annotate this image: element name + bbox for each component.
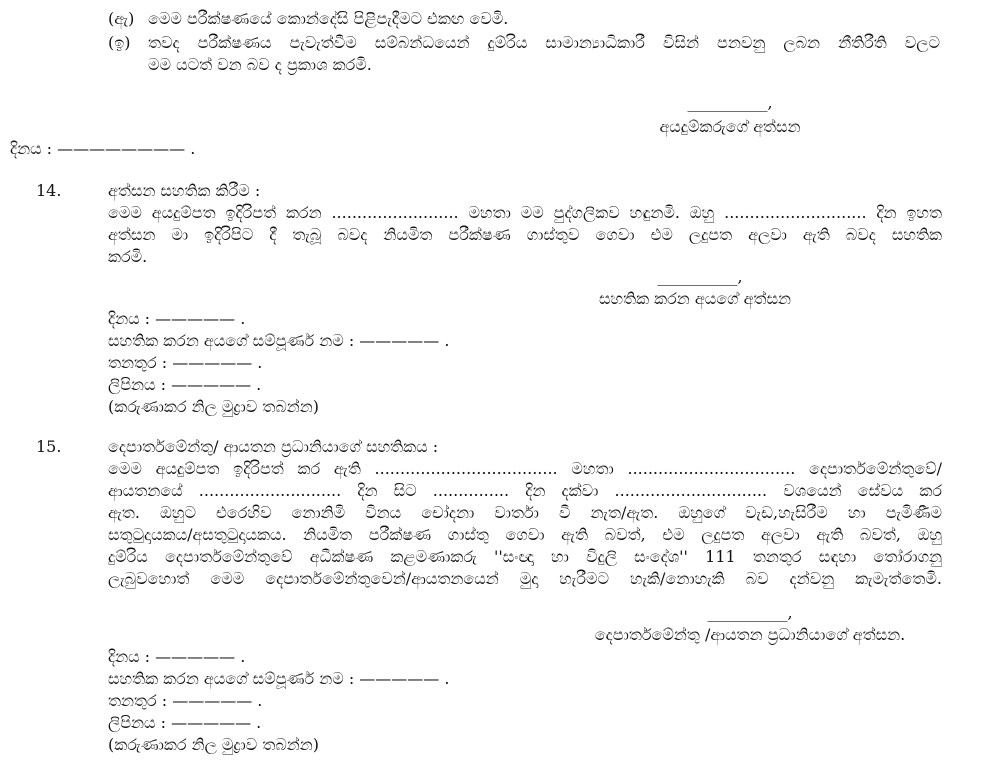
section-14-line1: මෙම අයදුම්පත ඉදිරිපත් කරන ......................... මහතා මම පුද්ගලිකව හඳුනමි. ඔහු ............................ දින ඉහත [108, 203, 942, 222]
section-14-signature-label: සහතික කරන අයගේ අත්සන [598, 289, 792, 308]
section-15-heading: දෙපාර්තමේන්තු/ ආයතන ප්‍රධානියාගේ සහතිකය : [108, 437, 439, 456]
section-14-line3: කරමි. [108, 247, 148, 266]
section-14-heading: අත්සන සහතික කිරීම : [108, 181, 261, 200]
applicant-date-field: දිනය : ———————— . [10, 139, 196, 158]
section-15-full-name-field: සහතික කරන අයගේ සම්පූර්ණ නම : ————— . [108, 669, 450, 688]
item-i-line2: මම යටත් වන බව ද ප්‍රකාශ කරමි. [148, 55, 372, 74]
section-14-position-field: තනතුර : ————— . [108, 353, 263, 372]
section-15-line5: දුම්රිය දෙපාර්තමේන්තුවේ අධීක්ෂණ කළමණාකරු ''සංඥා හා විදුලි සංදේශ'' 111 තනතුර සඳහා තෝරාගනු [108, 547, 942, 566]
section-14-address-field: ලිපිනය : ————— . [108, 375, 262, 394]
item-i-marker: (ඉ) [108, 33, 131, 52]
section-15-line3: ඇත. ඔහුට එරෙහිව නොනිමි විනය චෝදනා වාර්තා වී නැත/ඇත. ඔහුගේ වැඩ,හැසිරීම හා පැමිණීම [108, 503, 942, 522]
section-14-number: 14. [36, 181, 62, 200]
item-a-text: මෙම පරීක්ෂණයේ කොන්දේසි පිළිපැදීමට එකඟ වෙමි. [148, 9, 509, 28]
section-14-signature-line: __________, [657, 267, 743, 286]
section-15-signature-label: දෙපාර්තමේන්තු /ආයතන ප්‍රධානියාගේ අත්සන. [594, 625, 906, 644]
section-14-full-name-field: සහතික කරන අයගේ සම්පූර්ණ නම : ————— . [108, 331, 450, 350]
item-i-line1: තවද පරීක්ෂණය පැවැත්වීම සම්බන්ධයෙන් දුම්රිය සාමාන්‍යාධිකාරී විසින් පනවනු ලබන නීතිරීති වලට [148, 33, 940, 52]
section-15-line1: මෙම අයදුම්පත ඉදිරිපත් කර ඇති .................................... මහතා ................................. දෙපාර්තමේන්තුවේ/ [108, 459, 942, 478]
section-14-line2: අත්සන මා ඉදිරිපිට දී තැබූ බවද නියමිත පරීක්ෂණ ගාස්තුව ගෙවා එම ලදුපත අලවා ඇති බවද සහතික [108, 225, 942, 244]
section-15-line2: ආයතනයේ ............................ දින සිට ............... දින දක්වා .............................. වශයෙන් සේවය කර [108, 481, 942, 500]
section-14-seal-note: (කරුණාකර නිල මුද්‍රාව තබන්න) [108, 397, 319, 416]
applicant-signature-line: __________, [687, 93, 773, 112]
section-15-address-field: ලිපිනය : ————— . [108, 713, 262, 732]
section-15-position-field: තනතුර : ————— . [108, 691, 263, 710]
section-15-seal-note: (කරුණාකර නිල මුද්‍රාව තබන්න) [108, 735, 319, 754]
section-15-signature-line: __________, [707, 603, 793, 622]
section-15-number: 15. [36, 437, 62, 456]
section-15-line6: ලැබුවහොත් මෙම දෙපාර්තමේන්තුවෙන්/ආයතනයෙන් මුදා හැරීමට හැකි/නොහැකි බව දන්වනු කැමැත්තෙමි. [108, 569, 942, 588]
section-15-line4: සතුටුදායකය/අසතුටුදායකය. නියමිත පරීක්ෂණ ගාස්තු ගෙවා ඇති බවත්, එම ලදුපත අලවා ඇති බවත්, ඔහු [108, 525, 942, 544]
item-a-marker: (ඇ) [108, 9, 135, 28]
section-15-date-field: දිනය : ————— . [108, 647, 246, 666]
applicant-signature-label: අයදුම්කරුගේ අත්සන [659, 117, 801, 136]
section-14-date-field: දිනය : ————— . [108, 309, 246, 328]
